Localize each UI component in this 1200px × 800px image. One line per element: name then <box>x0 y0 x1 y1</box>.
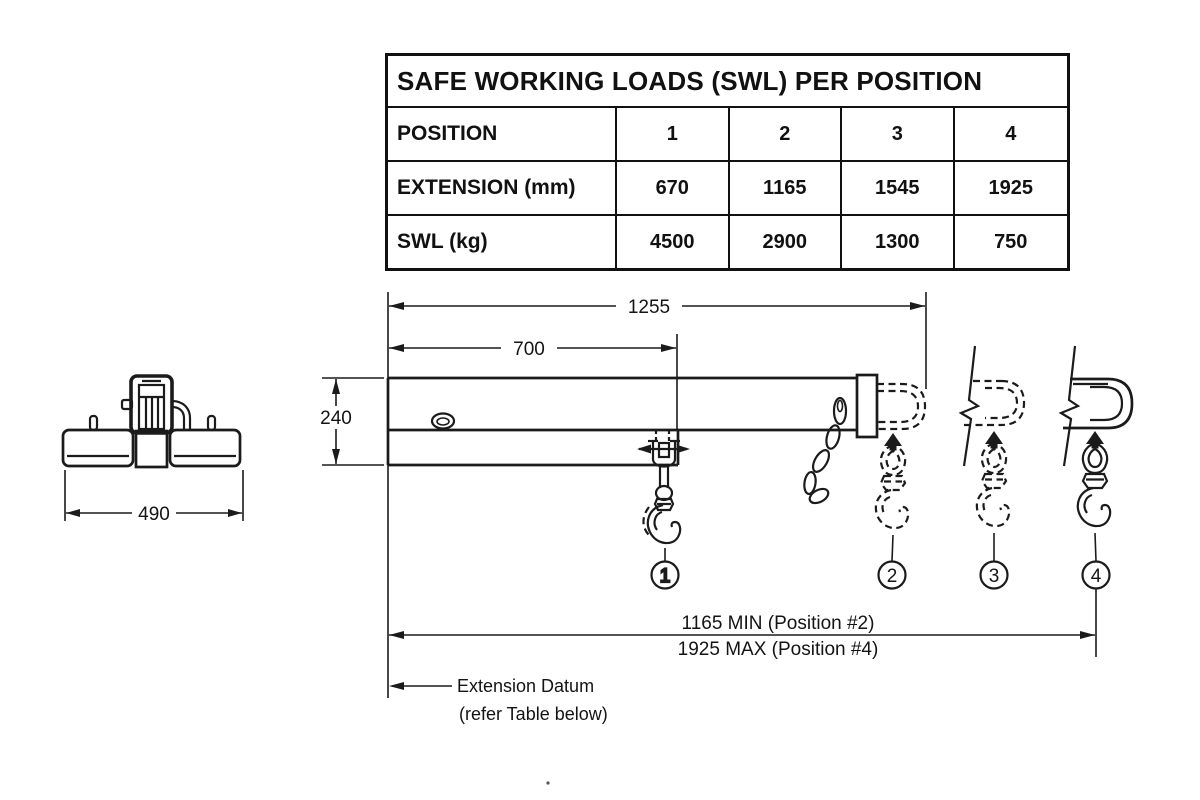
boom-end-cap <box>857 375 877 437</box>
dimension-240 <box>320 378 384 465</box>
cell-value: 1 <box>617 108 730 160</box>
break-line <box>1061 346 1078 466</box>
cell-value: 750 <box>994 230 1028 253</box>
pocket-pin-right <box>208 416 215 430</box>
dimension-700 <box>389 334 677 430</box>
position-marker-3: 3 <box>988 566 1000 587</box>
position-marker-4: 4 <box>1090 566 1102 587</box>
dim-max-label: 1925 MAX (Position #4) <box>677 639 879 660</box>
dimension-extension-range <box>389 589 1096 660</box>
cell-value: 1545 <box>842 162 955 214</box>
dim-700-label: 700 <box>513 339 545 360</box>
dim-1255-label: 1255 <box>627 297 671 318</box>
extension-datum-callout <box>389 676 608 724</box>
cell-value: 2900 <box>730 216 843 268</box>
fork-pocket-left <box>63 430 133 466</box>
cell-value: 1925 <box>988 176 1033 199</box>
fork-pocket-right <box>170 430 240 466</box>
break-line <box>961 346 978 466</box>
hose-inner <box>172 407 184 431</box>
cell-value: 670 <box>617 162 730 214</box>
dim-240-label: 240 <box>320 408 352 429</box>
position-1-assembly <box>637 441 690 589</box>
row-label: SWL (kg) <box>388 216 617 268</box>
cell-value: 2 <box>730 108 843 160</box>
position-marker-2: 2 <box>886 566 898 587</box>
position-2-assembly <box>876 433 908 589</box>
dim-min-label: 1165 MIN (Position #2) <box>681 613 875 634</box>
center-block <box>136 431 167 467</box>
cell-value: 4 <box>1005 122 1017 145</box>
position-marker-1: 1 <box>659 566 671 587</box>
datum-note: (refer Table below) <box>459 704 608 724</box>
row-label: POSITION <box>388 108 617 160</box>
datum-label: Extension Datum <box>457 676 595 696</box>
speck-artifact <box>546 781 549 784</box>
dim-490-label: 490 <box>138 504 170 525</box>
position-3-fragment <box>961 346 1024 589</box>
position-4-fragment <box>1061 346 1132 589</box>
hose-outer <box>172 401 190 431</box>
row-label: EXTENSION (mm) <box>388 162 617 214</box>
cell-value: 4500 <box>617 216 730 268</box>
cell-value: 1165 <box>730 162 843 214</box>
cell-value: 1300 <box>842 216 955 268</box>
cell-value: 3 <box>842 108 955 160</box>
table-title: SAFE WORKING LOADS (SWL) PER POSITION <box>388 56 1067 108</box>
beam-slot <box>432 414 454 429</box>
safety-chain <box>803 398 846 506</box>
pocket-pin-left <box>90 416 97 430</box>
front-view <box>63 376 240 467</box>
dimension-490 <box>65 470 243 525</box>
